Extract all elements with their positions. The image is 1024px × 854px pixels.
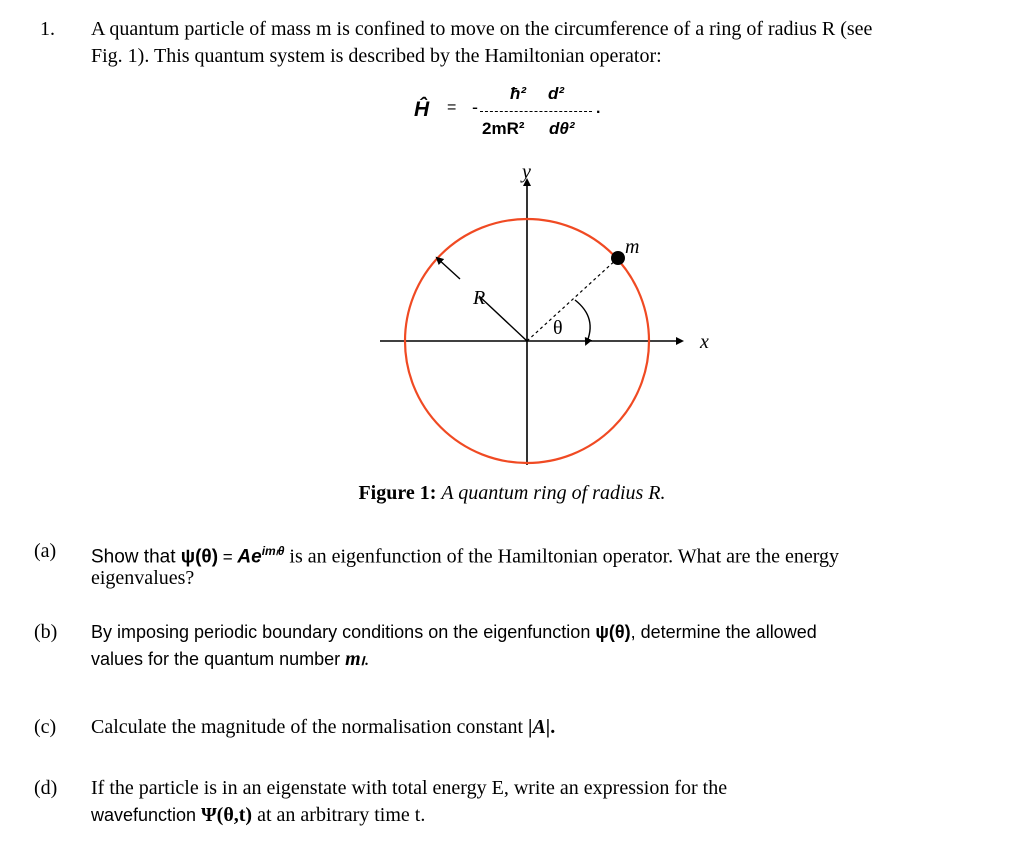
particle-dot	[611, 251, 625, 265]
part-c-label: (c)	[34, 716, 57, 738]
part-b-line2: values for the quantum number mₗ.	[91, 648, 370, 670]
part-b-line1: By imposing periodic boundary conditions on the eigenfunction ψ(θ), determine the allowed	[91, 622, 817, 642]
ring-figure	[370, 160, 710, 480]
angle-arc	[575, 300, 590, 344]
part-d-line2: wavefunction Ψ(θ,t) at an arbitrary time t.	[91, 804, 426, 826]
radius-arrow	[437, 258, 460, 279]
minus-sign: -	[472, 97, 478, 117]
problem-intro-line1: A quantum particle of mass m is confined to move on the circumference of a ring of radius R (see	[91, 18, 873, 40]
equals-sign: =	[447, 99, 457, 116]
radius-label: R	[473, 287, 486, 309]
caption-text: A quantum ring of radius R.	[441, 482, 666, 504]
angle-label: θ	[553, 317, 563, 339]
denominator-dtheta-squared: dθ²	[549, 119, 575, 138]
caption-prefix: Figure 1:	[358, 482, 437, 504]
psi-theta: ψ(θ)	[180, 546, 219, 568]
numerator-d-squared: d²	[548, 84, 565, 103]
normalisation-constant: |A|	[528, 716, 551, 738]
part-a-line2: eigenvalues?	[91, 567, 195, 589]
part-b-label: (b)	[34, 621, 58, 643]
hamiltonian-symbol: Ĥ	[414, 98, 430, 121]
fraction-bar	[480, 111, 592, 112]
exponential-term: Ae	[237, 546, 262, 568]
mass-label: m	[625, 236, 640, 258]
part-d-line1: If the particle is in an eigenstate with total energy E, write an expression for the	[91, 777, 728, 799]
part-d-label: (d)	[34, 777, 58, 799]
x-axis-label: x	[700, 331, 709, 353]
hamiltonian-equation	[410, 84, 620, 150]
radius-line	[479, 296, 527, 341]
wavefunction-psi-t: Ψ(θ,t)	[201, 804, 253, 826]
numerator-hbar-squared: ħ²	[510, 84, 527, 103]
particle-position-line	[527, 258, 618, 341]
problem-number: 1.	[40, 18, 55, 40]
psi-theta-b: ψ(θ)	[595, 622, 631, 642]
exponent: imₗθ	[261, 544, 285, 558]
problem-intro-line2: Fig. 1). This quantum system is described by the Hamiltonian operator:	[91, 45, 662, 67]
part-c-line1: Calculate the magnitude of the normalisation constant |A|.	[91, 716, 556, 738]
quantum-number-ml: mₗ	[345, 648, 365, 670]
y-axis-label: y	[522, 161, 531, 183]
denominator-2mr-squared: 2mR²	[482, 119, 525, 138]
part-a-line1: Show that $\psi(\theta) = Ae^{im_l\theta}$ is an eigenfunction of the Hamiltonian operator. What are the energy	[91, 544, 840, 568]
part-a-label: (a)	[34, 540, 57, 562]
equation-period: .	[596, 100, 601, 117]
figure-caption	[0, 480, 1024, 507]
